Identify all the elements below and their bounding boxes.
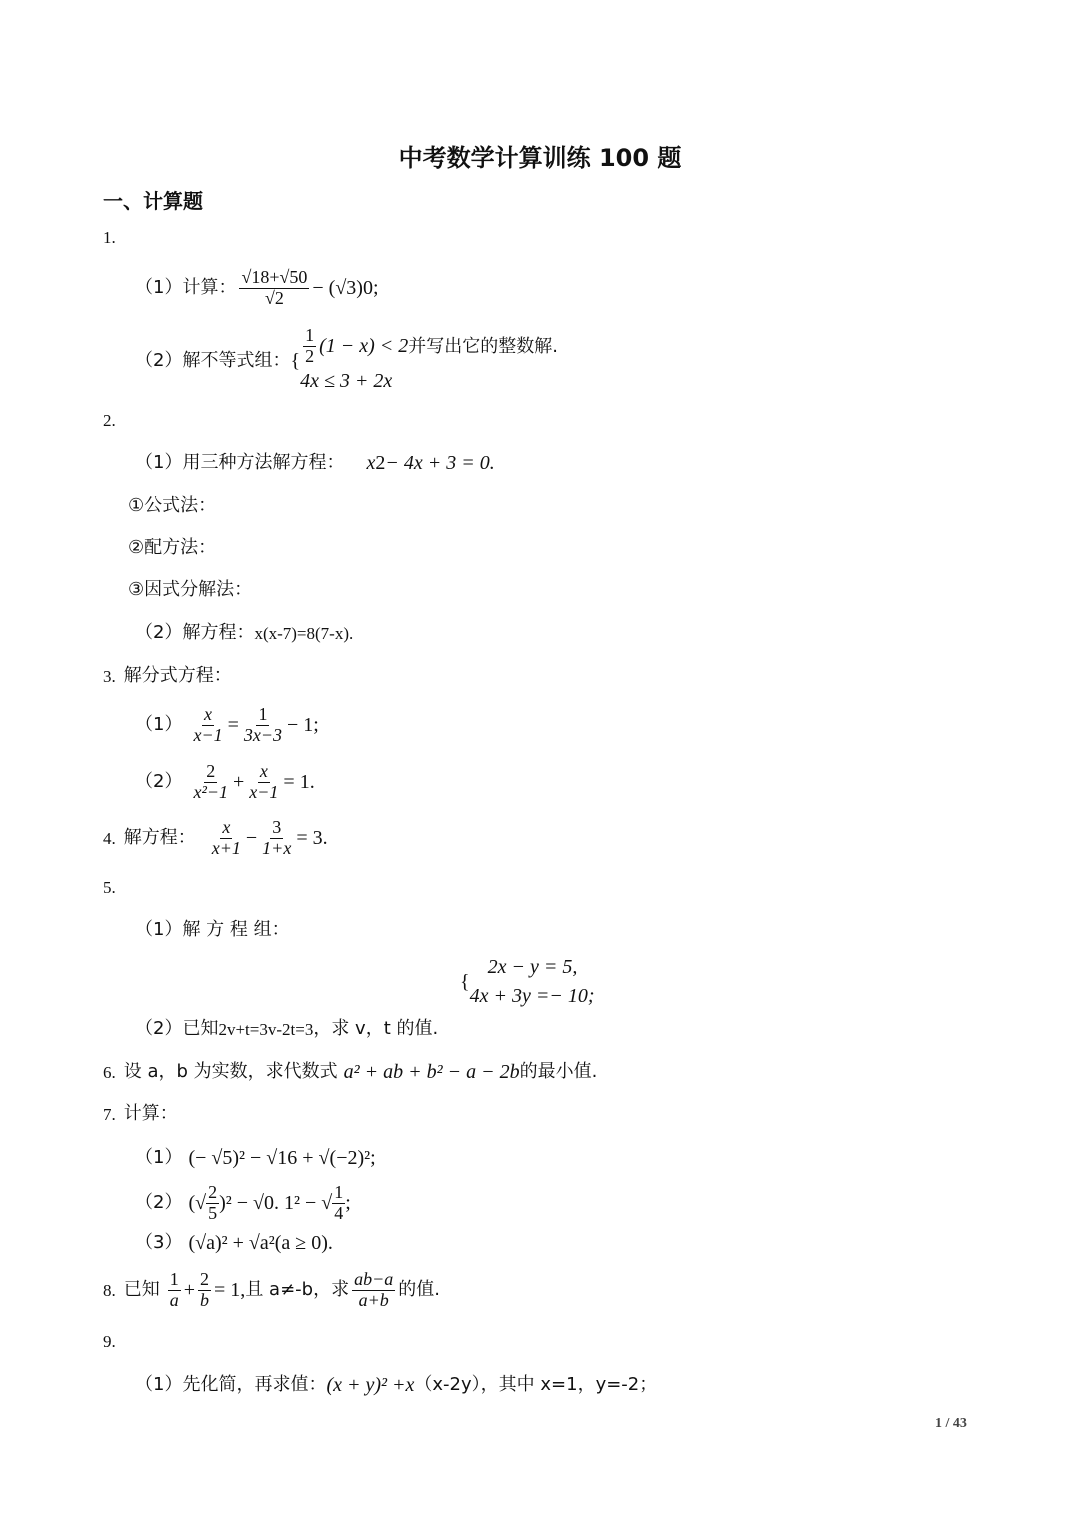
part-label: （3） — [135, 1232, 183, 1253]
numerator: ab−a — [354, 1269, 394, 1289]
question-2-part-2 — [135, 624, 353, 642]
math-expression: = 1, — [214, 1279, 246, 1302]
fraction — [352, 1270, 395, 1311]
inequality-2: 4x ≤ 3 + 2x — [300, 369, 393, 392]
question-5-part-2 — [135, 1020, 438, 1038]
brace: { — [460, 971, 470, 993]
equation-2: 4x + 3y =− 10; — [469, 985, 595, 1007]
question-6 — [103, 1062, 597, 1082]
question-number: 7. — [103, 1104, 116, 1124]
question-5 — [103, 879, 124, 896]
question-text: 且 a≠-b，求 — [245, 1279, 350, 1301]
math-expression: = 3. — [296, 827, 328, 850]
fraction — [206, 1183, 219, 1224]
question-text: 解分式方程： — [123, 665, 232, 686]
exponent: 0 — [362, 277, 373, 300]
question-text: 解方程： — [123, 827, 196, 849]
method-3: ③因式分解法： — [128, 579, 253, 600]
equation: 2v+t=3v-2t=3 — [218, 1019, 314, 1039]
numerator: 1 — [334, 1182, 344, 1202]
page-number: 1 / 43 — [935, 1416, 967, 1431]
question-1-part-1 — [135, 268, 379, 309]
question-number: 4. — [103, 828, 116, 848]
fraction — [303, 326, 316, 367]
operator: − — [245, 827, 258, 850]
question-number: 9. — [103, 1332, 116, 1351]
denominator: x−1 — [249, 781, 279, 802]
fraction — [198, 1270, 211, 1311]
question-7-part-2 — [135, 1183, 351, 1224]
fraction — [191, 762, 230, 803]
question-number: 8. — [103, 1280, 116, 1300]
math-expression: (√ — [188, 1192, 207, 1215]
question-2-part-1 — [135, 453, 495, 473]
fraction — [247, 762, 280, 803]
operator: = — [227, 714, 239, 737]
denominator: 2 — [305, 345, 315, 366]
numerator: 1 — [258, 704, 268, 724]
part-label: （1） — [135, 1147, 183, 1168]
equation: x(x-7)=8(7-x). — [254, 623, 354, 643]
equation-system — [460, 953, 595, 1011]
numerator: 2 — [206, 761, 216, 781]
operator: + — [183, 1279, 196, 1302]
part-label: （2）解方程： — [135, 622, 255, 643]
punctuation: ; — [372, 277, 379, 300]
denominator: 5 — [208, 1202, 218, 1223]
numerator: 2 — [200, 1269, 210, 1289]
fraction — [260, 818, 293, 859]
question-number: 2. — [103, 411, 116, 430]
question-text: 的最小值. — [519, 1061, 598, 1082]
math-expression: = 1. — [283, 771, 315, 794]
question-9 — [103, 1333, 124, 1350]
operator: + — [233, 771, 245, 794]
math-expression: − (√3) — [312, 277, 363, 300]
brace: { — [290, 349, 301, 372]
denominator: a+b — [358, 1289, 389, 1310]
denominator: 4 — [334, 1202, 344, 1223]
instruction-text: 并写出它的整数解. — [408, 335, 558, 357]
numerator: x — [222, 817, 231, 837]
inequality-system — [300, 326, 408, 396]
exponent: 2 — [375, 452, 386, 474]
part-label: （2）解不等式组： — [135, 349, 291, 371]
inequality-1: (1 − x) < 2 — [319, 334, 409, 357]
punctuation: ; — [345, 1192, 351, 1215]
math-expression: )² − √0. 1² − √ — [219, 1192, 333, 1215]
question-7 — [103, 1105, 178, 1123]
math-expression: (x + y)² +x — [326, 1374, 415, 1396]
method-1: ①公式法： — [128, 495, 217, 516]
document-title: 中考数学计算训练 100 题 — [398, 144, 682, 172]
question-3 — [103, 667, 232, 685]
numerator: √18+√50 — [241, 267, 308, 287]
math-expression: − 1; — [287, 714, 319, 737]
math-expression: a² + ab + b² − a − 2b — [343, 1061, 520, 1083]
numerator: 1 — [169, 1269, 179, 1289]
math-expression: x — [366, 452, 376, 474]
math-expression: − 4x + 3 = 0. — [385, 452, 495, 474]
part-label: （2）已知 — [135, 1018, 219, 1039]
question-text: ，求 v，t 的值. — [313, 1018, 439, 1039]
question-number: 3. — [103, 666, 116, 686]
question-8 — [103, 1270, 440, 1311]
numerator: 1 — [305, 325, 315, 345]
fraction — [332, 1183, 345, 1224]
question-text: （x-2y），其中 x=1，y=-2； — [414, 1374, 658, 1395]
question-3-part-1 — [135, 705, 319, 746]
denominator: b — [200, 1289, 210, 1310]
denominator: x+1 — [211, 837, 241, 858]
denominator: 1+x — [262, 837, 292, 858]
math-expression: (√a)² + √a²(a ≥ 0). — [188, 1232, 333, 1254]
part-label: （1）计算： — [135, 277, 237, 299]
question-number: 1. — [103, 228, 116, 247]
numerator: x — [259, 761, 268, 781]
part-label: （1）先化简，再求值： — [135, 1374, 327, 1395]
question-5-part-1 — [135, 921, 290, 939]
method-2: ②配方法： — [128, 537, 217, 558]
denominator: x²−1 — [193, 781, 228, 802]
numerator: 2 — [208, 1182, 218, 1202]
part-label: （1） — [135, 714, 183, 736]
numerator: x — [204, 704, 213, 724]
question-7-part-1 — [135, 1148, 376, 1168]
question-3-part-2 — [135, 762, 315, 803]
question-7-part-3 — [135, 1233, 333, 1253]
question-text: 已知 — [123, 1279, 160, 1301]
denominator: 3x−3 — [243, 724, 283, 745]
fraction — [191, 705, 224, 746]
question-2 — [103, 412, 124, 429]
question-9-part-1 — [135, 1375, 657, 1395]
equation-1: 2x − y = 5, — [487, 956, 578, 978]
fraction — [168, 1270, 181, 1311]
denominator: a — [169, 1289, 179, 1310]
question-1 — [103, 229, 124, 246]
denominator: √2 — [264, 287, 284, 308]
fraction — [210, 818, 243, 859]
question-4 — [103, 818, 328, 859]
fraction — [239, 268, 309, 309]
denominator: x−1 — [193, 724, 223, 745]
question-text: 的值. — [398, 1279, 440, 1301]
part-label: （1）解 方 程 组： — [135, 919, 290, 940]
math-expression: (− √5)² − √16 + √(−2)²; — [188, 1147, 376, 1169]
fraction — [242, 705, 284, 746]
section-heading: 一、计算题 — [103, 189, 203, 213]
question-text: 设 a，b 为实数，求代数式 — [123, 1061, 338, 1082]
question-number: 5. — [103, 878, 116, 897]
question-number: 6. — [103, 1062, 116, 1082]
system-lines — [470, 953, 595, 1011]
part-label: （1）用三种方法解方程： — [135, 452, 345, 473]
question-1-part-2 — [135, 326, 558, 396]
part-label: （2） — [135, 1192, 183, 1214]
part-label: （2） — [135, 771, 183, 793]
numerator: 3 — [272, 817, 282, 837]
question-text: 计算： — [123, 1103, 178, 1124]
